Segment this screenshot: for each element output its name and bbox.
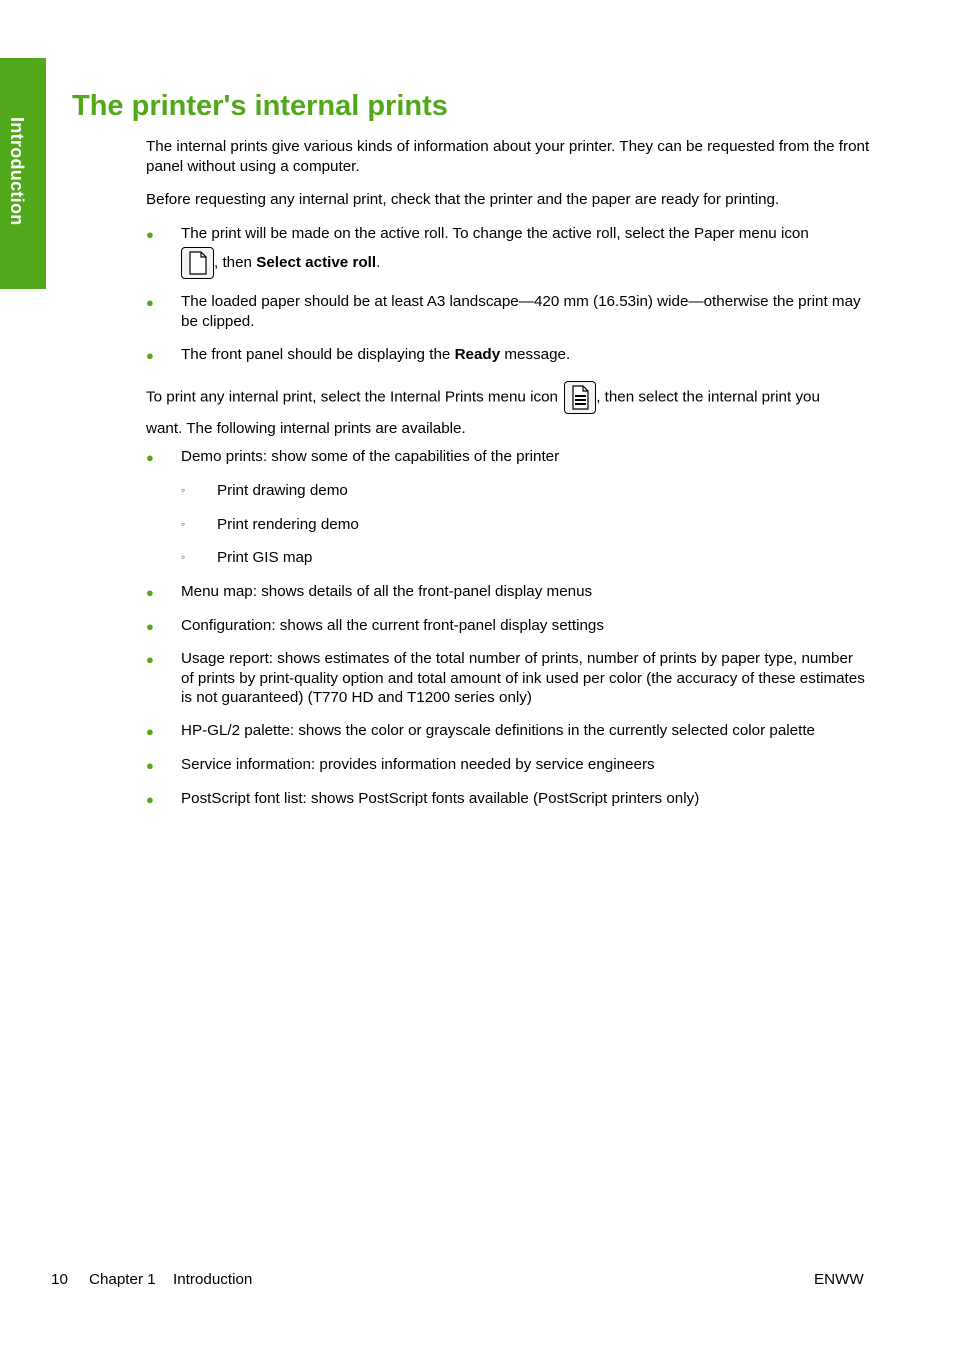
select-active-roll-label: Select active roll (256, 254, 377, 272)
internal-prints-menu-icon (564, 381, 596, 414)
bullet-icon: ● (146, 758, 154, 773)
print-item-configuration: Configuration: shows all the current front-panel display settings (181, 617, 604, 634)
footer-chapter: Chapter 1 (89, 1271, 156, 1288)
print-item-hpgl2-palette: HP-GL/2 palette: shows the color or grayscale definitions in the currently selected color palette (181, 722, 815, 739)
footer-chapter-title: Introduction (173, 1271, 253, 1288)
bullet-icon: ● (146, 227, 154, 242)
bullet-icon: ● (146, 348, 154, 363)
subbullet-icon: ◦ (181, 483, 186, 497)
footer-locale-code: ENWW (814, 1271, 864, 1288)
bullet-icon: ● (146, 619, 154, 634)
check-item-active-roll: The print will be made on the active roll. To change the active roll, select the Paper menu icon , then Select active roll. (181, 224, 871, 279)
chapter-side-tab-label: Introduction (7, 117, 27, 226)
bullet-icon: ● (146, 724, 154, 739)
demo-item-rendering: Print rendering demo (217, 516, 359, 533)
intro-paragraph-1: The internal prints give various kinds of information about your printer. They can be requested from the front panel without using a computer. (146, 138, 870, 175)
print-item-usage-report: Usage report: shows estimates of the total number of prints, number of prints by paper type, number of prints by print-quality option and total amount of ink used per color (the accuracy of these estimates is not guaranteed) (T770 HD and T1200 series only) (181, 650, 865, 706)
bullet-icon: ● (146, 450, 154, 465)
subbullet-icon: ◦ (181, 550, 186, 564)
bullet-icon: ● (146, 652, 154, 667)
print-item-menu-map: Menu map: shows details of all the front-panel display menus (181, 583, 593, 600)
ready-label: Ready (454, 346, 501, 363)
print-item-service-information: Service information: provides information needed by service engineers (181, 756, 655, 773)
check-item-paper-size: The loaded paper should be at least A3 landscape—420 mm (16.53in) wide—otherwise the print may be clipped. (181, 293, 861, 330)
bullet-icon: ● (146, 792, 154, 807)
bullet-icon: ● (146, 585, 154, 600)
subbullet-icon: ◦ (181, 517, 186, 531)
bullet-icon: ● (146, 295, 154, 310)
print-item-demo: Demo prints: show some of the capabilities of the printer (181, 448, 560, 465)
intro-paragraph-2: Before requesting any internal print, check that the printer and the paper are ready for printing. (146, 191, 780, 208)
demo-item-drawing: Print drawing demo (217, 482, 348, 499)
footer-page-number: 10 (51, 1271, 68, 1288)
instructions-paragraph: To print any internal print, select the Internal Prints menu icon , then select the internal print you want. The following internal prints are available. (146, 381, 876, 439)
check-item-ready-message: The front panel should be displaying the Ready message. (181, 346, 571, 363)
demo-item-gis-map: Print GIS map (217, 549, 313, 566)
paper-menu-icon (181, 247, 214, 279)
page-title: The printer's internal prints (72, 90, 448, 122)
print-item-postscript-font-list: PostScript font list: shows PostScript fonts available (PostScript printers only) (181, 790, 700, 807)
check-item-active-roll-text: The print will be made on the active roll. To change the active roll, select the Paper menu icon (181, 225, 809, 242)
